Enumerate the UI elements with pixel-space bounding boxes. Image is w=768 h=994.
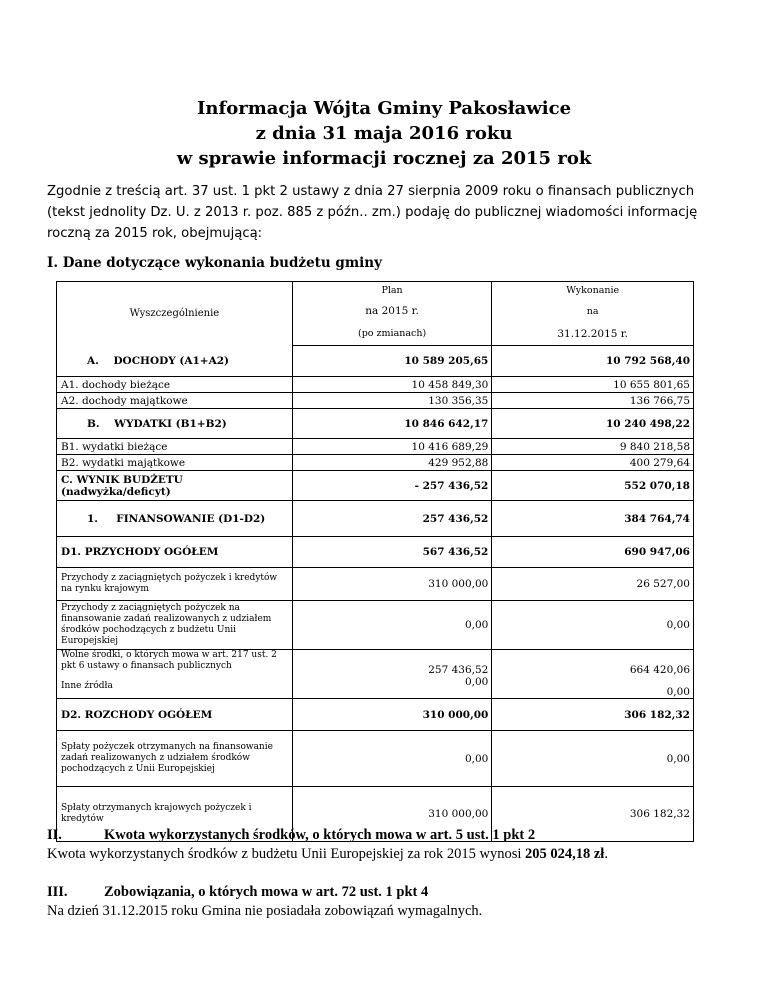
plan-header-2: na 2015 r.: [292, 300, 492, 323]
intro-paragraph: Zgodnie z treścią art. 37 ust. 1 pkt 2 ustawy z dnia 27 sierpnia 2009 roku o finansach publicznych (tekst jednolity Dz. U. z 2013 r. poz. 885 z późn.. zm.) podaję do publicznej wiadomości informację roczną za 2015 rok, obejmującą:: [47, 184, 698, 241]
execution-header-3: 31.12.2015 r.: [492, 323, 694, 346]
plan-value: 0,00: [292, 731, 492, 787]
execution-value: 10 655 801,65: [492, 377, 694, 393]
table-row-wolne-srodki: [57, 650, 694, 676]
section-2-number: II.: [47, 827, 62, 843]
row-label: Przychody z zaciągniętych pożyczek i kredytów na rynku krajowym: [57, 568, 293, 601]
table-row-przychody: [57, 537, 694, 568]
section-3-title: Zobowiązania, o których mowa w art. 72 ust. 1 pkt 4: [104, 884, 429, 900]
execution-value: 0,00: [492, 601, 694, 650]
row-label: Spłaty otrzymanych krajowych pożyczek i kredytów: [57, 787, 293, 842]
plan-value: 10 416 689,29: [292, 439, 492, 455]
row-label: 1. FINANSOWANIE (D1-D2): [57, 501, 293, 537]
row-label: A1. dochody bieżące: [57, 377, 293, 393]
table-row-przychody-krajowe: [57, 568, 694, 601]
plan-value: - 257 436,52: [292, 471, 492, 501]
execution-value: 9 840 218,58: [492, 439, 694, 455]
document-title-line-3: w sprawie informacji rocznej za 2015 rok: [176, 148, 592, 169]
column-header-label: Wyszczególnienie: [57, 282, 293, 346]
execution-value: 384 764,74: [492, 501, 694, 537]
table-row-dochody-biezace: [57, 377, 694, 393]
table-header-row-1: [57, 282, 694, 300]
plan-header-1: Plan: [292, 282, 492, 300]
table-row-wydatki: [57, 409, 694, 439]
section-2-text: Kwota wykorzystanych środków z budżetu Unii Europejskiej za rok 2015 wynosi 205 024,18 zł.: [47, 846, 608, 862]
plan-value: 310 000,00: [292, 699, 492, 731]
plan-value: 130 356,35: [292, 393, 492, 409]
plan-value: 0,00: [292, 601, 492, 650]
table-row-finansowanie: [57, 501, 694, 537]
row-label: B1. wydatki bieżące: [57, 439, 293, 455]
plan-value: 10 458 849,30: [292, 377, 492, 393]
row-label: Przychody z zaciągniętych pożyczek na finansowanie zadań realizowanych z udziałem środków pochodzących z budżetu Unii Europejskiej: [57, 601, 293, 650]
section-2-amount: 205 024,18 zł: [525, 846, 605, 862]
execution-value: 0,00: [492, 731, 694, 787]
table-row-wydatki-majatkowe: [57, 455, 694, 471]
table-row-dochody-majatkowe: [57, 393, 694, 409]
section-1-title: I. Dane dotyczące wykonania budżetu gminy: [47, 255, 382, 271]
table-row-inne-zrodla: [57, 676, 694, 699]
execution-value: 664 420,06: [492, 650, 694, 676]
section-3-number: III.: [47, 884, 68, 900]
row-label: A. DOCHODY (A1+A2): [57, 346, 293, 377]
row-label: Spłaty pożyczek otrzymanych na finansowanie zadań realizowanych z udziałem środków pochodzących z Unii Europejskiej: [57, 731, 293, 787]
row-label: B2. wydatki majątkowe: [57, 455, 293, 471]
row-label: A2. dochody majątkowe: [57, 393, 293, 409]
execution-value: 552 070,18: [492, 471, 694, 501]
table-row-rozchody: [57, 699, 694, 731]
plan-value: 10 846 642,17: [292, 409, 492, 439]
execution-value: 306 182,32: [492, 699, 694, 731]
plan-value: 0,00: [292, 676, 492, 699]
section-3-text: Na dzień 31.12.2015 roku Gmina nie posiadała zobowiązań wymagalnych.: [47, 903, 483, 919]
table-row-przychody-ue: [57, 601, 694, 650]
table-row-dochody: [57, 346, 694, 377]
plan-value: 310 000,00: [292, 568, 492, 601]
row-label: Inne źródła: [57, 676, 293, 699]
execution-value: 10 240 498,22: [492, 409, 694, 439]
execution-value: 690 947,06: [492, 537, 694, 568]
section-2-heading: [47, 827, 536, 844]
execution-value: 400 279,64: [492, 455, 694, 471]
row-label: Wolne środki, o których mowa w art. 217 ust. 2 pkt 6 ustawy o finansach publicznych: [57, 650, 293, 676]
section-2-title: Kwota wykorzystanych środków, o których mowa w art. 5 ust. 1 pkt 2: [104, 827, 536, 843]
execution-value: 306 182,32: [492, 787, 694, 842]
execution-header-2: na: [492, 300, 694, 323]
table-row-splaty-ue: [57, 731, 694, 787]
section-3-heading: [47, 884, 429, 901]
plan-value: 257 436,52: [292, 501, 492, 537]
execution-value: 10 792 568,40: [492, 346, 694, 377]
table-row-wydatki-biezace: [57, 439, 694, 455]
execution-value: 26 527,00: [492, 568, 694, 601]
plan-value: 10 589 205,65: [292, 346, 492, 377]
plan-value: 257 436,52: [292, 650, 492, 676]
execution-value: 136 766,75: [492, 393, 694, 409]
row-label: C. WYNIK BUDŻETU (nadwyżka/deficyt): [57, 471, 293, 501]
document-title-line-1: Informacja Wójta Gminy Pakosławice: [196, 98, 572, 119]
table-row-wynik: [57, 471, 694, 501]
execution-value: 0,00: [492, 676, 694, 699]
document-title-line-2: z dnia 31 maja 2016 roku: [255, 123, 513, 144]
execution-header-1: Wykonanie: [492, 282, 694, 300]
row-label: B. WYDATKI (B1+B2): [57, 409, 293, 439]
row-label: D2. ROZCHODY OGÓŁEM: [57, 699, 293, 731]
budget-table: [56, 281, 694, 842]
row-label: D1. PRZYCHODY OGÓŁEM: [57, 537, 293, 568]
plan-value: 429 952,88: [292, 455, 492, 471]
plan-header-3: (po zmianach): [292, 323, 492, 346]
plan-value: 567 436,52: [292, 537, 492, 568]
plan-value: 310 000,00: [292, 787, 492, 842]
